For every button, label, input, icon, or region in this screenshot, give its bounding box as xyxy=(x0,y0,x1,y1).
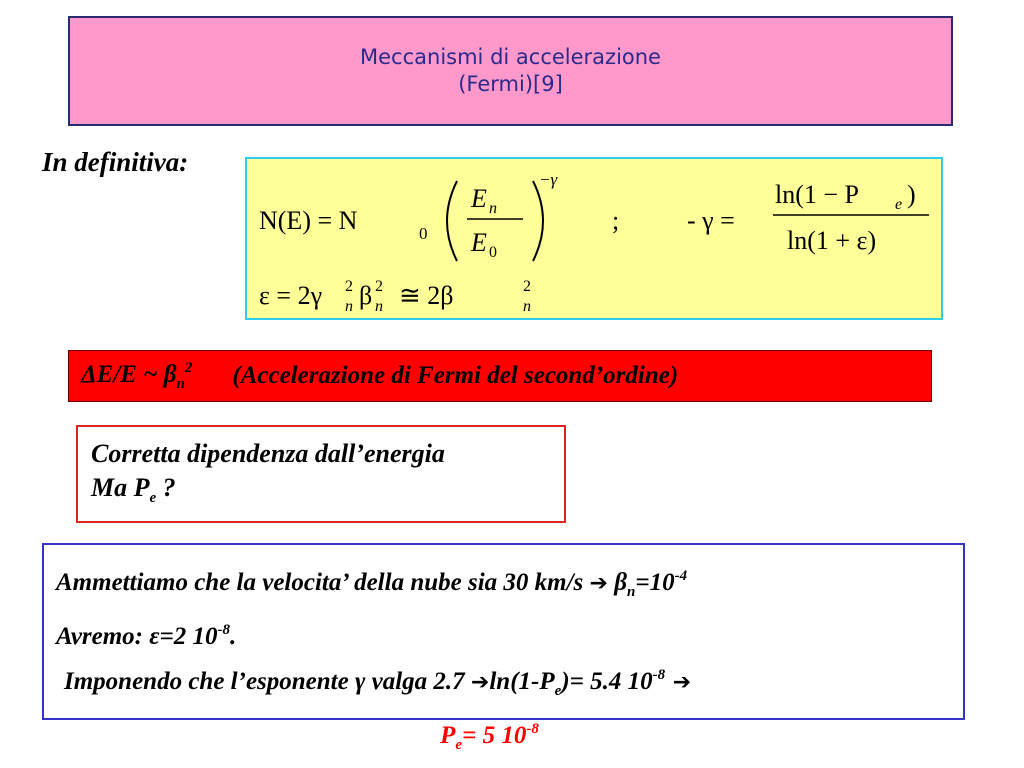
right-arrow-icon: ➔ xyxy=(589,571,608,596)
formula-box xyxy=(245,157,943,320)
note-line2-a: Ma P xyxy=(91,473,150,502)
formula-line2-beta: β xyxy=(359,281,373,310)
note-line2-b: ? xyxy=(156,473,176,502)
formula-line2-sub1: n xyxy=(345,298,353,315)
right-arrow-icon: ➔ xyxy=(665,670,692,695)
ratio-den: ln(1 + ε) xyxy=(787,226,877,255)
estimate-line3 xyxy=(56,656,963,710)
estimate-line1 xyxy=(56,557,963,611)
banner-sub: n xyxy=(176,375,185,392)
note-line2-sub: e xyxy=(149,490,157,506)
formula-line2-sup2: 2 xyxy=(375,278,383,295)
note-line1: Corretta dipendenza dall’energia xyxy=(91,439,445,468)
formula-exponent: −γ xyxy=(539,170,558,189)
l1-beta: β xyxy=(607,569,628,596)
l4-sub: e xyxy=(455,737,463,753)
formula-line2-sup3: 2 xyxy=(523,278,531,295)
formula-line2-a: ε = 2γ xyxy=(259,281,323,310)
left-paren xyxy=(447,181,457,261)
ratio-num-sub: e xyxy=(895,196,903,213)
l4-val: = 5 10 xyxy=(462,722,527,749)
l1-text: Ammettiamo che la velocita’ della nube sia 30 km/s xyxy=(56,569,590,596)
banner-note: (Accelerazione di Fermi del second’ordine) xyxy=(232,362,679,389)
frac-den-sub: 0 xyxy=(489,244,497,261)
right-arrow-icon: ➔ xyxy=(470,670,490,695)
estimate-box xyxy=(42,543,965,753)
gamma-lhs: - γ = xyxy=(687,206,735,235)
l3-val: )= 5.4 10 xyxy=(561,668,653,695)
l3-ln: ln(1-P xyxy=(489,668,555,695)
formula-line2-sub3: n xyxy=(523,298,531,315)
energy-dependence-note xyxy=(76,425,566,523)
estimate-result xyxy=(56,710,963,764)
l4-text: P xyxy=(440,722,456,749)
l1-sup: -4 xyxy=(674,568,688,584)
banner-relation xyxy=(81,360,192,393)
l3-text: Imponendo che l’esponente γ valga 2.7 xyxy=(64,668,471,695)
note-line2 xyxy=(91,471,564,515)
l1-sub: n xyxy=(627,584,636,600)
lead-label: In definitiva: xyxy=(42,147,189,177)
frac-num-sub: n xyxy=(489,200,497,217)
frac-num: E xyxy=(471,184,487,213)
l2-sup: -8 xyxy=(217,622,231,638)
slide-title-line1: Meccanismi di accelerazione xyxy=(360,45,661,69)
fermi-second-order-banner xyxy=(68,350,932,402)
formula-separator: ; xyxy=(612,206,620,235)
banner-sup: 2 xyxy=(184,359,193,376)
estimate-line2 xyxy=(56,611,963,656)
formula-svg xyxy=(247,159,945,322)
ratio-num: ln(1 − P xyxy=(775,180,860,209)
l2-end: . xyxy=(230,623,237,650)
formula-n0-sub: 0 xyxy=(419,224,428,243)
banner-lhs: ΔE/E ~ β xyxy=(81,360,177,388)
l1-val: =10 xyxy=(635,569,675,596)
l3-sup: -8 xyxy=(652,667,666,683)
slide-title-box xyxy=(68,16,953,126)
l4-sup: -8 xyxy=(526,721,539,737)
right-paren xyxy=(533,181,543,261)
formula-line2-c: ≅ 2β xyxy=(399,281,454,310)
slide-title-line2: (Fermi)[9] xyxy=(458,72,563,96)
l3-sub: e xyxy=(554,683,562,699)
ratio-num-end: ) xyxy=(907,180,916,209)
formula-lhs: N(E) = N xyxy=(259,206,358,235)
l2-text: Avremo: ε=2 10 xyxy=(56,623,218,650)
formula-line2-sup1: 2 xyxy=(345,278,353,295)
frac-den: E xyxy=(471,228,487,257)
formula-line2-sub2: n xyxy=(375,298,383,315)
